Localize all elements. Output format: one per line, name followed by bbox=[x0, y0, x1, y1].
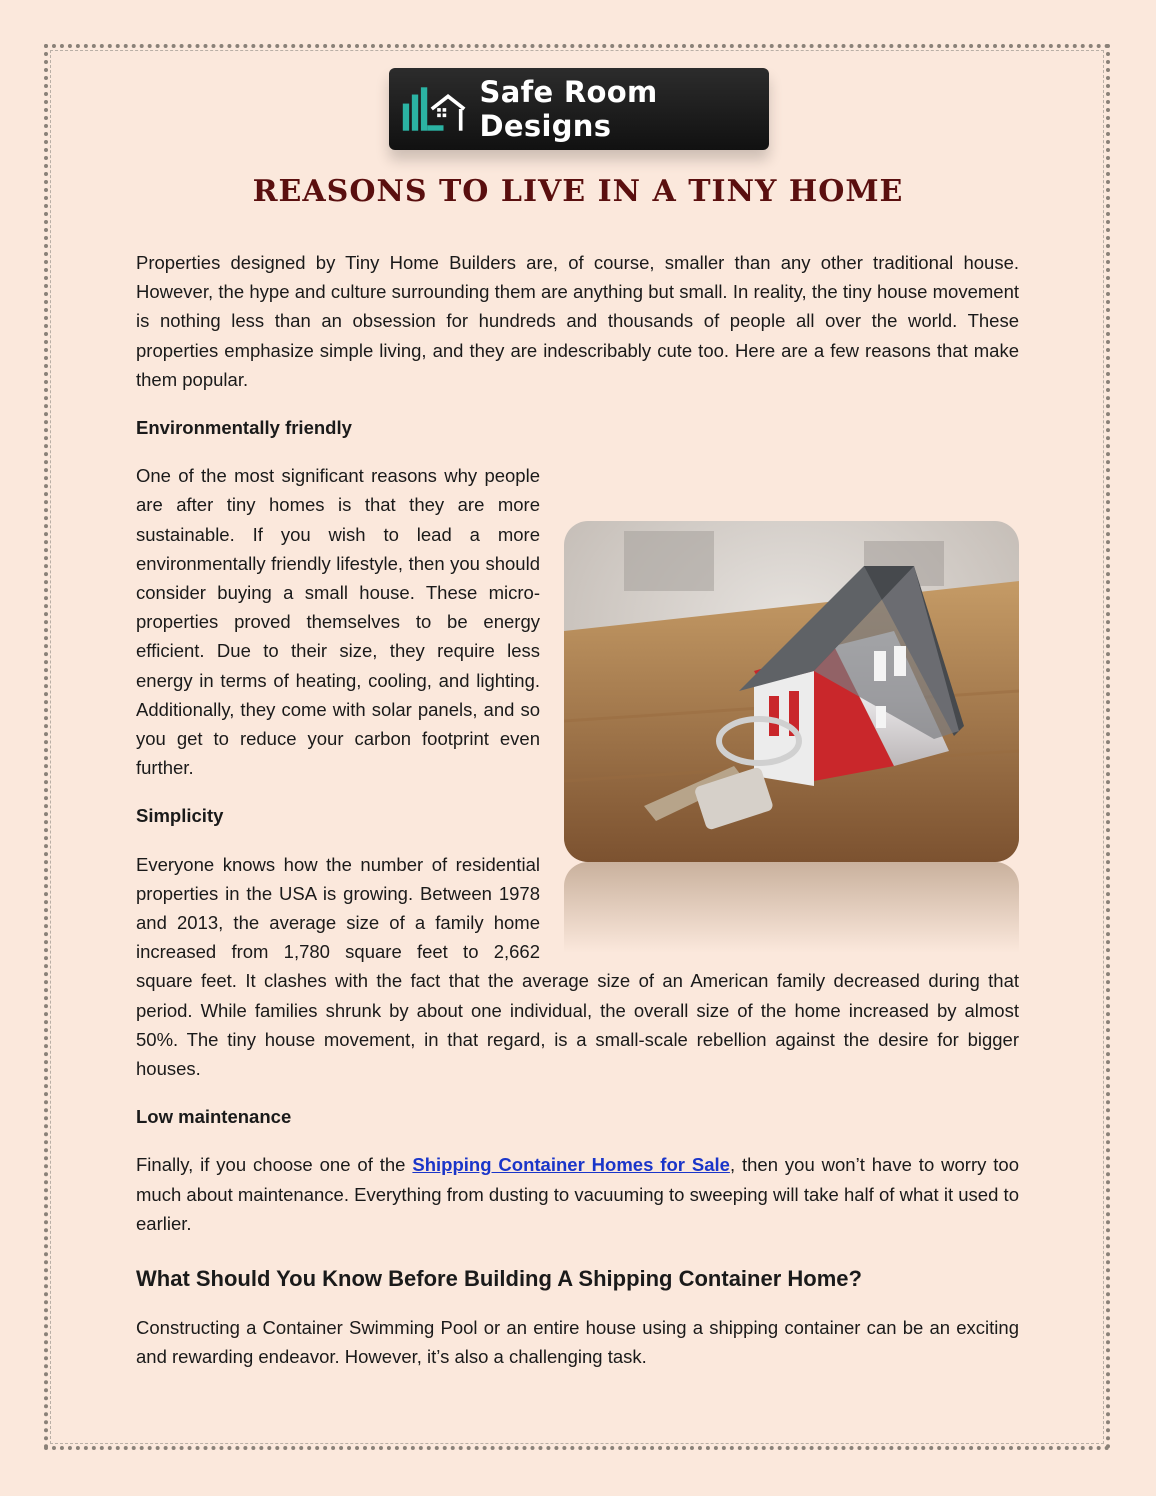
maintenance-text-before: Finally, if you choose one of the bbox=[136, 1154, 413, 1176]
tiny-house-image bbox=[564, 521, 1019, 862]
shipping-container-homes-link[interactable]: Shipping Container Homes for Sale bbox=[412, 1154, 730, 1176]
brand-name: Safe Room Designs bbox=[479, 75, 658, 143]
section-heading-maintenance: Low maintenance bbox=[136, 1106, 292, 1128]
section-heading-environment: Environmentally friendly bbox=[136, 417, 352, 439]
section-body-environment: One of the most significant reasons why people are after tiny homes is that they are more sustainable. If you wish to lead a more environmentally friendly lifestyle, then you should consider buying a small house. These micro-properties proved themselves to be energy efficient. Due to their size, they require less energy in terms of heating, cooling, and lighting. Additionally, they come with solar panels, and so you get to reduce your carbon footprint even further. bbox=[136, 465, 540, 779]
brand-logo[interactable] bbox=[389, 68, 769, 150]
building-house-logo-icon bbox=[401, 81, 472, 137]
closing-paragraph: Constructing a Container Swimming Pool or an entire house using a shipping container can be an exciting and rewarding endeavor. However, it’s also a challenging task. bbox=[136, 1317, 1019, 1368]
section-heading-simplicity: Simplicity bbox=[136, 805, 224, 827]
page-title: REASONS TO LIVE IN A TINY HOME bbox=[252, 174, 904, 209]
section-body-simplicity: Everyone knows how the number of residential properties in the USA is growing. Between 1978 and 2013, the average size of a family home increased from 1,780 square feet to 2,662 square feet. It clashes with the fact that the average size of an American family decreased during that period. While families shrunk by about one individual, the overall size of the home increased by almost 50%. The tiny house movement, in that regard, is a small-scale rebellion against the desire for bigger houses. bbox=[136, 853, 1019, 1080]
tiny-house-photo bbox=[564, 521, 1019, 953]
intro-paragraph: Properties designed by Tiny Home Builders are, of course, smaller than any other traditional house. However, the hype and culture surrounding them are anything but small. In reality, the tiny house movement is nothing less than an obsession for hundreds and thousands of people all over the world. These properties emphasize simple living, and they are indescribably cute too. Here are a few reasons that make them popular. bbox=[136, 252, 1019, 390]
maintenance-text-after: , then you won’t have to worry too much about maintenance. Everything from dusting to vacuuming to sweeping will take half of what it used to earlier. bbox=[136, 1154, 1019, 1234]
subheading: What Should You Know Before Building A Shipping Container Home? bbox=[136, 1266, 862, 1292]
article-body bbox=[136, 248, 1019, 1391]
photo-reflection bbox=[564, 862, 1019, 953]
section-body-maintenance bbox=[136, 1150, 1019, 1238]
